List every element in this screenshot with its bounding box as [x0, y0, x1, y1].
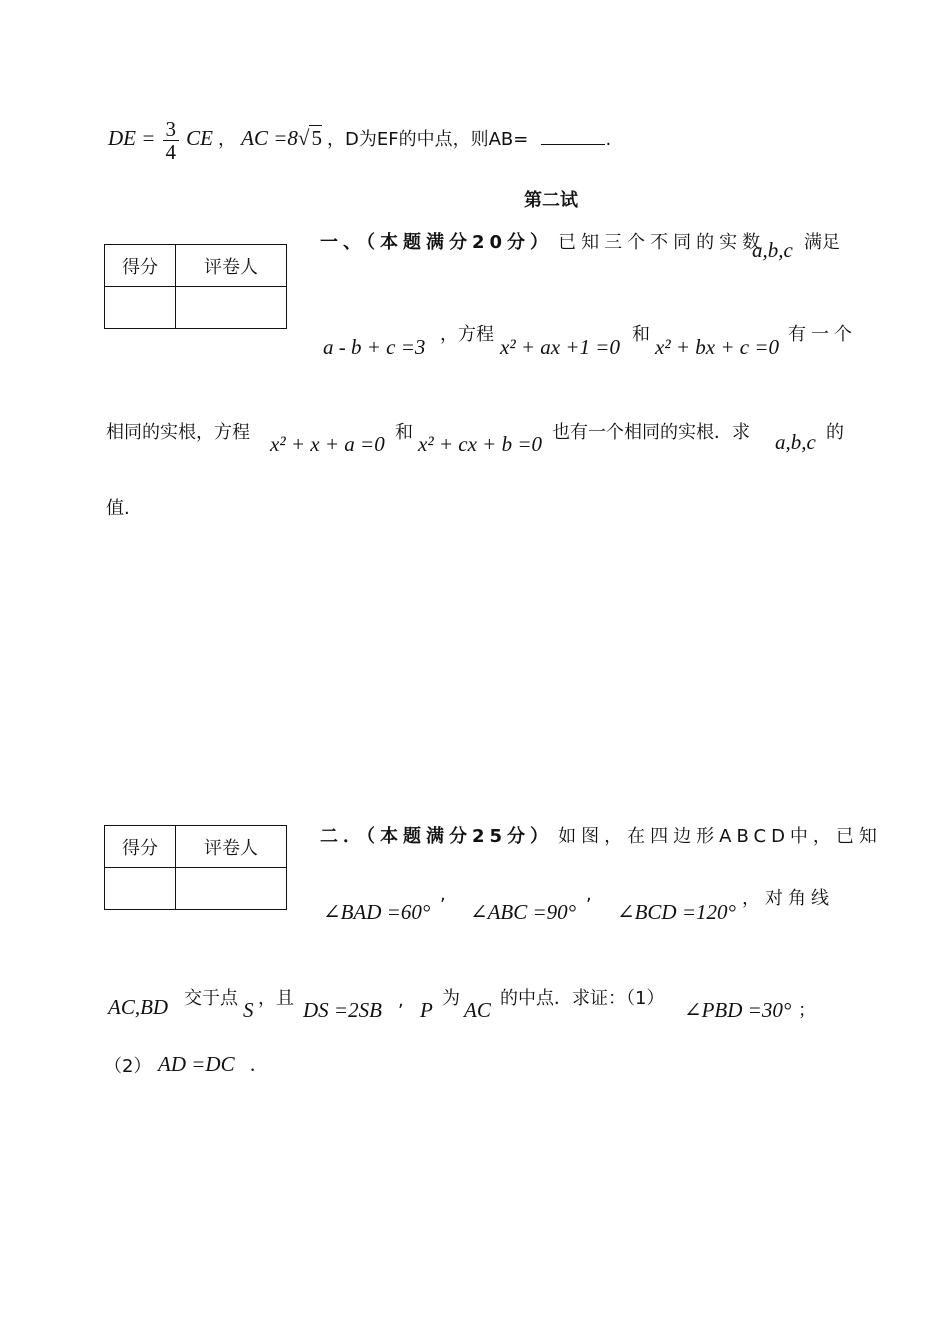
ds-eq: DS =2SB — [303, 998, 382, 1022]
comma-2: , — [586, 884, 592, 905]
ac-eq: AC =8 — [241, 126, 298, 151]
point-s: S — [243, 998, 254, 1022]
problem2-diagonal: ，对角线 — [742, 888, 834, 909]
angle-abc: ∠ABC =90° — [470, 900, 577, 924]
problem1-satisfy: 满足 — [804, 232, 840, 253]
midpoint-text: 的中点．求证：（1） — [500, 988, 665, 1009]
angle-bad: ∠BAD =60° — [323, 900, 431, 924]
problem1-eq3: x² + x + a =0 — [270, 432, 385, 456]
is-word: 为 — [442, 988, 460, 1009]
fraction-three-quarters — [163, 118, 180, 163]
ad-eq-dc: AD =DC — [158, 1052, 235, 1076]
and-word: ，且 — [258, 988, 294, 1009]
point-p: P — [420, 998, 433, 1022]
problem1-and: 和 — [632, 324, 650, 345]
score-cell[interactable] — [105, 868, 176, 910]
angle-bcd: ∠BCD =120° — [617, 900, 736, 924]
problem1-condition: a - b + c =3 — [323, 335, 426, 359]
comma-1: , — [440, 884, 446, 905]
problem1-abc: a,b,c — [752, 238, 793, 262]
problem1-line1 — [320, 228, 765, 254]
ce-term: CE — [186, 126, 213, 151]
top-period: . — [605, 129, 612, 151]
fraction-numerator: 3 — [163, 118, 180, 141]
score-header: 得分 — [105, 826, 176, 868]
final-dot: . — [250, 1052, 256, 1076]
problem2-heading: 二．（本题满分25分） — [320, 826, 554, 847]
problem1-have-one: 有一个 — [788, 324, 857, 345]
problem1-abc2: a,b,c — [775, 430, 816, 454]
top-rest-text: ，D为EF的中点，则AB= — [327, 129, 529, 151]
intersect-text: 交于点 — [184, 988, 238, 1009]
problem1-eq2: x² + bx + c =0 — [655, 335, 780, 359]
comma-3: , — [398, 990, 404, 1011]
comma: ， — [218, 129, 237, 151]
ac-term: AC — [464, 998, 491, 1022]
problem1-and2: 和 — [395, 422, 413, 443]
section-title: 第二试 — [524, 190, 578, 211]
grader-header: 评卷人 — [176, 826, 287, 868]
angle-pbd: ∠PBD =30° — [684, 998, 792, 1022]
sqrt-symbol: √ — [297, 126, 310, 151]
problem1-intro: 已知三个不同的实数 — [558, 232, 766, 253]
problem1-line3a: 相同的实根，方程 — [106, 422, 250, 443]
problem1-equation-word: ，方程 — [440, 324, 494, 345]
problem1-eq1: x² + ax +1 =0 — [500, 335, 620, 359]
semicolon: ； — [798, 1000, 816, 1021]
problem2-intro: 如图，在四边形ABCD中，已知 — [558, 826, 882, 847]
de-eq: DE = — [108, 126, 156, 151]
score-header: 得分 — [105, 245, 176, 287]
grader-header: 评卷人 — [176, 245, 287, 287]
part2-label: （2） — [104, 1056, 152, 1077]
score-table-1 — [104, 244, 287, 329]
problem1-line3b: 也有一个相同的实根．求 — [552, 422, 750, 443]
sqrt-arg: 5 — [311, 126, 322, 151]
problem2-line1 — [320, 822, 882, 848]
grader-cell[interactable] — [176, 287, 287, 329]
problem1-de: 的 — [826, 422, 844, 443]
score-cell[interactable] — [105, 287, 176, 329]
answer-blank — [541, 144, 605, 145]
fraction-denominator: 4 — [165, 140, 177, 165]
grader-cell[interactable] — [176, 868, 287, 910]
problem1-eq4: x² + cx + b =0 — [418, 432, 543, 456]
top-formula-line — [108, 118, 611, 163]
problem1-value: 值. — [106, 498, 130, 519]
acbd: AC,BD — [108, 995, 169, 1019]
problem1-heading: 一、（本题满分20分） — [320, 232, 554, 253]
score-table-2 — [104, 825, 287, 910]
